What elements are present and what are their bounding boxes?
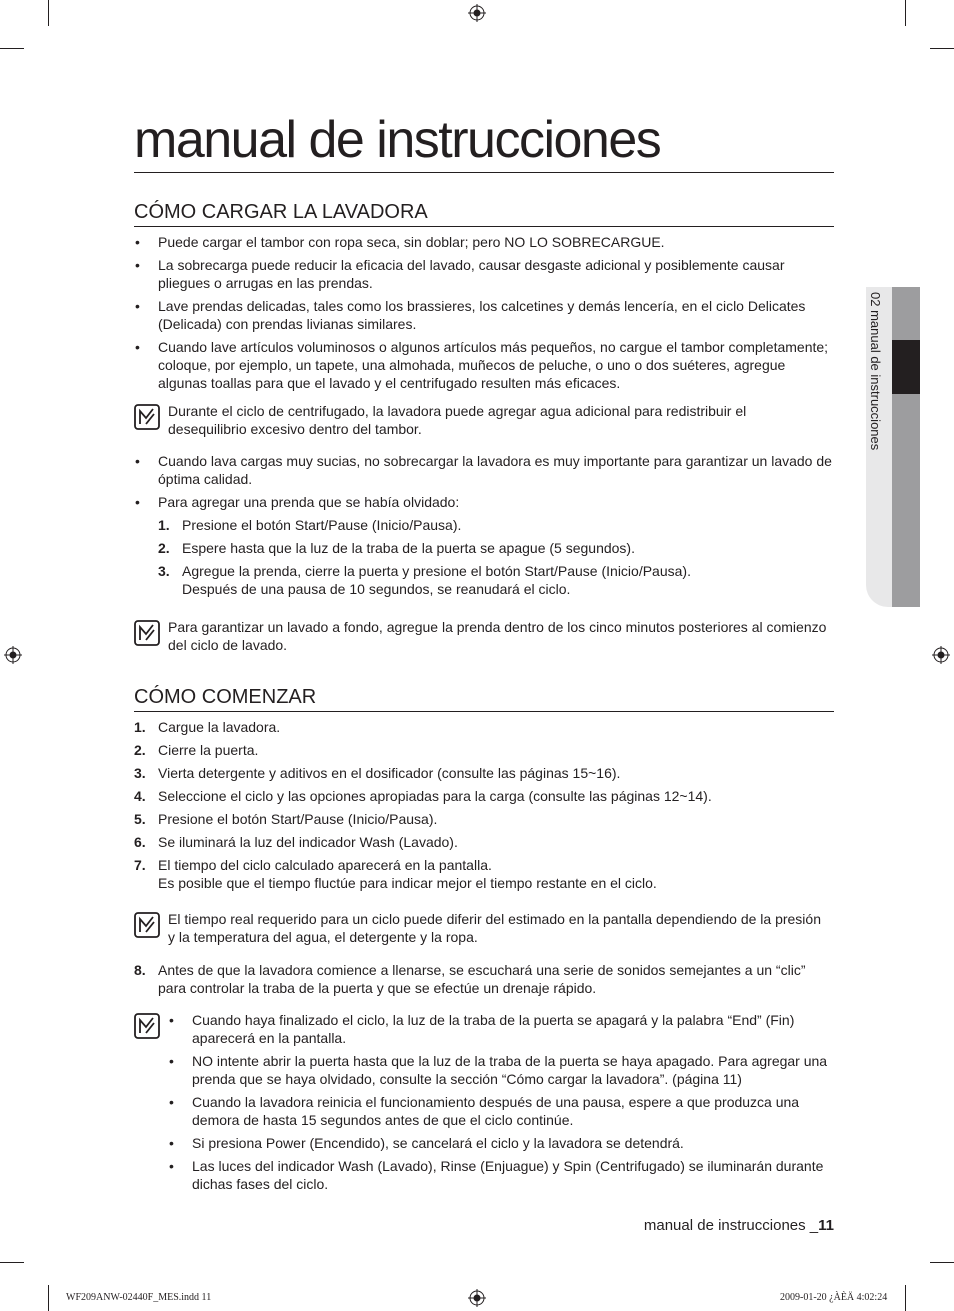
crop-mark (0, 48, 24, 49)
add-item-steps (158, 516, 834, 603)
step-text: Agregue la prenda, cierre la puerta y presione el botón Start/Pause (Inicio/Pausa). (182, 563, 691, 579)
page-number: 11 (818, 1217, 834, 1234)
step-number: 1. (158, 517, 170, 533)
list-item: • Si presiona Power (Encendido), se cancelará el ciclo y la lavadora se detendrá. (168, 1134, 834, 1152)
list-item: • Cuando haya finalizado el ciclo, la luz de la traba de la puerta se apagará y la palabra “End” (Fin) aparecerá en la pantalla. (168, 1011, 834, 1047)
step-number: 5. (134, 811, 146, 827)
footer-text: manual de instrucciones _ (643, 1217, 819, 1234)
step-text: El tiempo del ciclo calculado aparecerá en la pantalla. (158, 857, 492, 873)
print-slug-date: 2009-01-20 ¿ÀÈÄ 4:02:24 (780, 1292, 888, 1303)
step-text: Cierre la puerta. (158, 742, 259, 758)
list-item: • La sobrecarga puede reducir la eficacia del lavado, causar desgaste adicional y posiblemente causar pliegues o arrugas en las prendas. (134, 256, 834, 292)
crop-mark (930, 48, 954, 49)
list-item: • Las luces del indicador Wash (Lavado), Rinse (Enjuague) y Spin (Centrifugado) se iluminarán durante dichas fases del ciclo. (168, 1157, 834, 1193)
step-item (158, 516, 834, 534)
step-item (134, 833, 834, 851)
registration-mark-icon (932, 646, 950, 664)
side-tab-marker (892, 340, 920, 394)
note-icon (134, 404, 160, 430)
print-slug-file: WF209ANW-02440F_MES.indd 11 (66, 1292, 212, 1303)
start-steps (134, 718, 834, 897)
crop-mark (905, 1285, 906, 1311)
crop-mark (930, 1262, 954, 1263)
section-heading-load: CÓMO CARGAR LA LAVADORA (134, 202, 834, 227)
step-text: Presione el botón Start/Pause (Inicio/Pausa). (158, 811, 438, 827)
note-bullet-list (168, 1011, 834, 1198)
note-icon (134, 1013, 160, 1039)
note-text: El tiempo real requerido para un ciclo puede diferir del estimado en la pantalla dependiendo de la presión y la temperatura del agua, el detergente y la ropa. (168, 911, 821, 945)
step-item (134, 764, 834, 782)
crop-mark (905, 0, 906, 26)
list-item: • Cuando lava cargas muy sucias, no sobrecargar la lavadora es muy importante para garantizar un lavado de óptima calidad. (134, 452, 834, 488)
crop-mark (0, 1262, 24, 1263)
section-heading-start: CÓMO COMENZAR (134, 687, 834, 712)
step-text: Presione el botón Start/Pause (Inicio/Pausa). (182, 517, 462, 533)
step-text: Antes de que la lavadora comience a llenarse, se escuchará una serie de sonidos semejantes a un “clic” para controlar la traba de la puerta y que se efectúe un drenaje rápido. (158, 962, 806, 996)
step-item (134, 810, 834, 828)
step-item (134, 718, 834, 736)
step-item (158, 539, 834, 557)
step-number: 3. (158, 563, 170, 579)
load-bullet-list (134, 233, 834, 397)
note-icon (134, 620, 160, 646)
step-text: Se iluminará la luz del indicador Wash (Lavado). (158, 834, 458, 850)
registration-mark-icon (4, 646, 22, 664)
crop-mark (48, 0, 49, 26)
step-extra: Es posible que el tiempo fluctúe para indicar mejor el tiempo restante en el ciclo. (158, 875, 657, 891)
list-item: • Cuando lave artículos voluminosos o algunos artículos más pequeños, no cargue el tambor completamente; coloque, por ejemplo, un tapete, una almohada, muñecos de peluche, o uno o dos suéteres, agregue algunas toallas para que el lavado y el centrifugado resulten más eficaces. (134, 338, 834, 392)
note-box (134, 402, 834, 442)
load-bullet-list-2 (134, 452, 834, 516)
registration-mark-icon (468, 4, 486, 22)
list-item: • Puede cargar el tambor con ropa seca, sin doblar; pero NO LO SOBRECARGUE. (134, 233, 834, 251)
step-number: 6. (134, 834, 146, 850)
step-number: 7. (134, 857, 146, 873)
step-number: 3. (134, 765, 146, 781)
side-tab-label: 02 manual de instrucciones (868, 292, 883, 451)
step-text: Cargue la lavadora. (158, 719, 281, 735)
registration-mark-icon (468, 1289, 486, 1307)
page-title: manual de instrucciones (134, 114, 834, 173)
step-text: Seleccione el ciclo y las opciones apropiadas para la carga (consulte las páginas 12~14). (158, 788, 712, 804)
list-item (134, 493, 834, 511)
step-item (134, 856, 834, 892)
step-item (134, 961, 834, 997)
page-footer (644, 1217, 834, 1234)
note-text: Durante el ciclo de centrifugado, la lavadora puede agregar agua adicional para redistribuir el desequilibrio excesivo dentro del tambor. (168, 403, 747, 437)
list-item-text: Para agregar una prenda que se había olvidado: (158, 494, 460, 510)
list-item: • Lave prendas delicadas, tales como los brassieres, los calcetines y demás lencería, en el ciclo Delicates (Delicada) con prendas livianas similares. (134, 297, 834, 333)
step-number: 2. (134, 742, 146, 758)
note-icon (134, 912, 160, 938)
step-item (134, 787, 834, 805)
step-number: 1. (134, 719, 146, 735)
list-item: • Cuando la lavadora reinicia el funcionamiento después de una pausa, espere a que produzca una demora de hasta 15 segundos antes de que el ciclo continúe. (168, 1093, 834, 1129)
step-number: 2. (158, 540, 170, 556)
crop-mark (48, 1285, 49, 1311)
step-item (158, 562, 834, 598)
side-tab-bar (892, 287, 920, 607)
note-box (134, 910, 834, 950)
list-item: • NO intente abrir la puerta hasta que la luz de la traba de la puerta se haya apagado. Para agregar una prenda que se haya olvidado, consulte la sección “Cómo cargar la lavadora”. (página 11) (168, 1052, 834, 1088)
note-text: Para garantizar un lavado a fondo, agregue la prenda dentro de los cinco minutos posteriores al comienzo del ciclo de lavado. (168, 619, 827, 653)
step-text: Espere hasta que la luz de la traba de la puerta se apague (5 segundos). (182, 540, 635, 556)
step-extra: Después de una pausa de 10 segundos, se reanudará el ciclo. (182, 581, 571, 597)
note-box (134, 1011, 834, 1197)
note-box (134, 618, 834, 658)
step-text: Vierta detergente y aditivos en el dosificador (consulte las páginas 15~16). (158, 765, 621, 781)
start-step-8 (134, 961, 834, 1002)
step-number: 8. (134, 962, 146, 978)
step-item (134, 741, 834, 759)
step-number: 4. (134, 788, 146, 804)
